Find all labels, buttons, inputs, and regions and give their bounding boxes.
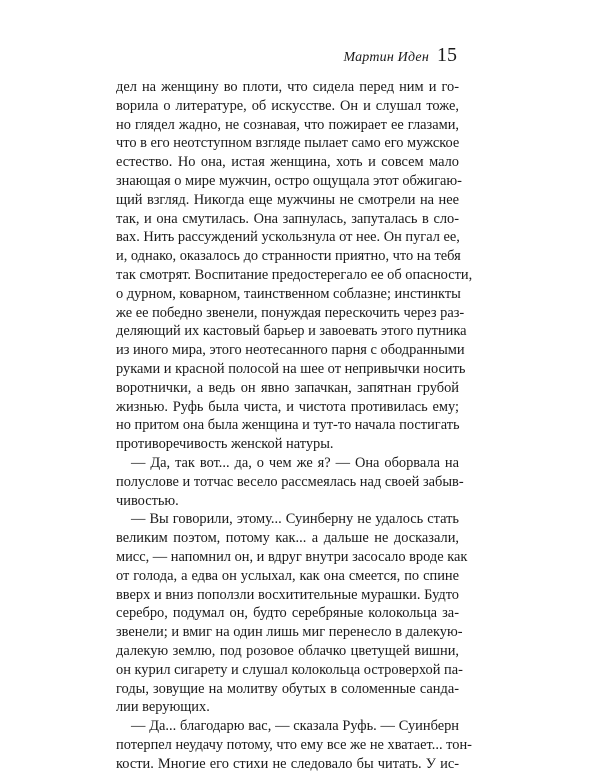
text-line: потерпел неудачу потому, что ему все же не хватает... тон- <box>116 736 472 753</box>
text-line: так смотрят. Воспитание предостерегало ее об опасности, <box>116 266 473 283</box>
text-line: руками и красной полосой на шее от непривычки носить <box>116 360 466 377</box>
text-line: знающая о мире мужчин, остро ощущала этот обжигаю- <box>116 172 462 189</box>
text-line: деляющий их кастовый барьер и завоевать этого путника <box>116 323 467 340</box>
text-line: о дурном, коварном, таинственном соблазне; инстинкты <box>116 285 461 302</box>
text-line: вверх и вниз поползли восхитительные мурашки. Будто <box>116 586 459 603</box>
text-line: же ее победно звенели, понуждая перескочить через раз- <box>116 304 465 321</box>
page-number: 15 <box>437 44 457 66</box>
text-line: щий взгляд. Никогда еще мужчины не смотрели на нее <box>116 191 459 208</box>
text-line: от голода, а едва он услыхал, как она смеется, по спине <box>116 567 459 584</box>
text-line: но притом она была женщина и тут-то начала постигать <box>116 417 460 434</box>
text-line: противоречивость женской натуры. <box>116 436 334 453</box>
text-line: полуслове и тотчас весело рассмеялась над своей забыв- <box>116 473 464 490</box>
text-line: — Да... благодарю вас, — сказала Руфь. — Суинберн <box>131 718 459 735</box>
text-line: чивостью. <box>116 492 179 509</box>
text-line: воротнички, а ведь он явно запачкан, запятнан грубой <box>116 379 459 396</box>
text-line: далекую землю, под розовое облачко цветущей вишни, <box>116 642 459 659</box>
text-line: он курил сигарету и слушал колокольца островерхой па- <box>116 661 463 678</box>
text-line: серебро, подумал он, будто серебряные колокольца за- <box>116 605 459 622</box>
text-line: так, и она смутилась. Она запнулась, запуталась в сло- <box>116 210 459 227</box>
text-line: кости. Многие его стихи не следовало бы читать. У ис- <box>116 755 459 772</box>
text-line: лии верующих. <box>116 699 210 716</box>
text-line: — Вы говорили, этому... Суинберну не удалось стать <box>131 511 459 528</box>
running-title: Мартин Иден <box>343 50 429 65</box>
text-line: звенели; и вмиг на один лишь миг перенесло в далекую- <box>116 624 463 641</box>
text-line: и, однако, оказалось до странности приятно, что на тебя <box>116 248 461 265</box>
running-head <box>343 44 457 67</box>
text-line: дел на женщину во плоти, что сидела перед ним и го- <box>116 79 459 95</box>
text-line: мисс, — напомнил он, и вдруг внутри засосало вроде как <box>116 548 468 565</box>
text-line: ворила о литературе, об искусстве. Он и слушал тоже, <box>116 97 459 114</box>
body-text <box>116 78 473 773</box>
text-line: естество. Но она, истая женщина, хоть и совсем мало <box>116 154 459 171</box>
text-line: великим поэтом, потому как... а дальше не досказали, <box>116 530 459 547</box>
text-line: из иного мира, этого неотесанного парня с ободранными <box>116 342 465 359</box>
text-line: жизнью. Руфь была чиста, и чистота противилась ему; <box>116 398 459 415</box>
text-line: — Да, так вот... да, о чем же я? — Она оборвала на <box>131 454 459 471</box>
text-line: вах. Нить рассуждений ускользнула от нее. Он пугал ее, <box>116 229 460 246</box>
text-line: что в его неотступном взгляде пылает само его мужское <box>116 135 460 152</box>
text-line: но глядел жадно, не сознавая, что пожирает ее глазами, <box>116 116 459 133</box>
text-line: годы, зовущие на молитву обутых в соломенные санда- <box>116 680 459 697</box>
